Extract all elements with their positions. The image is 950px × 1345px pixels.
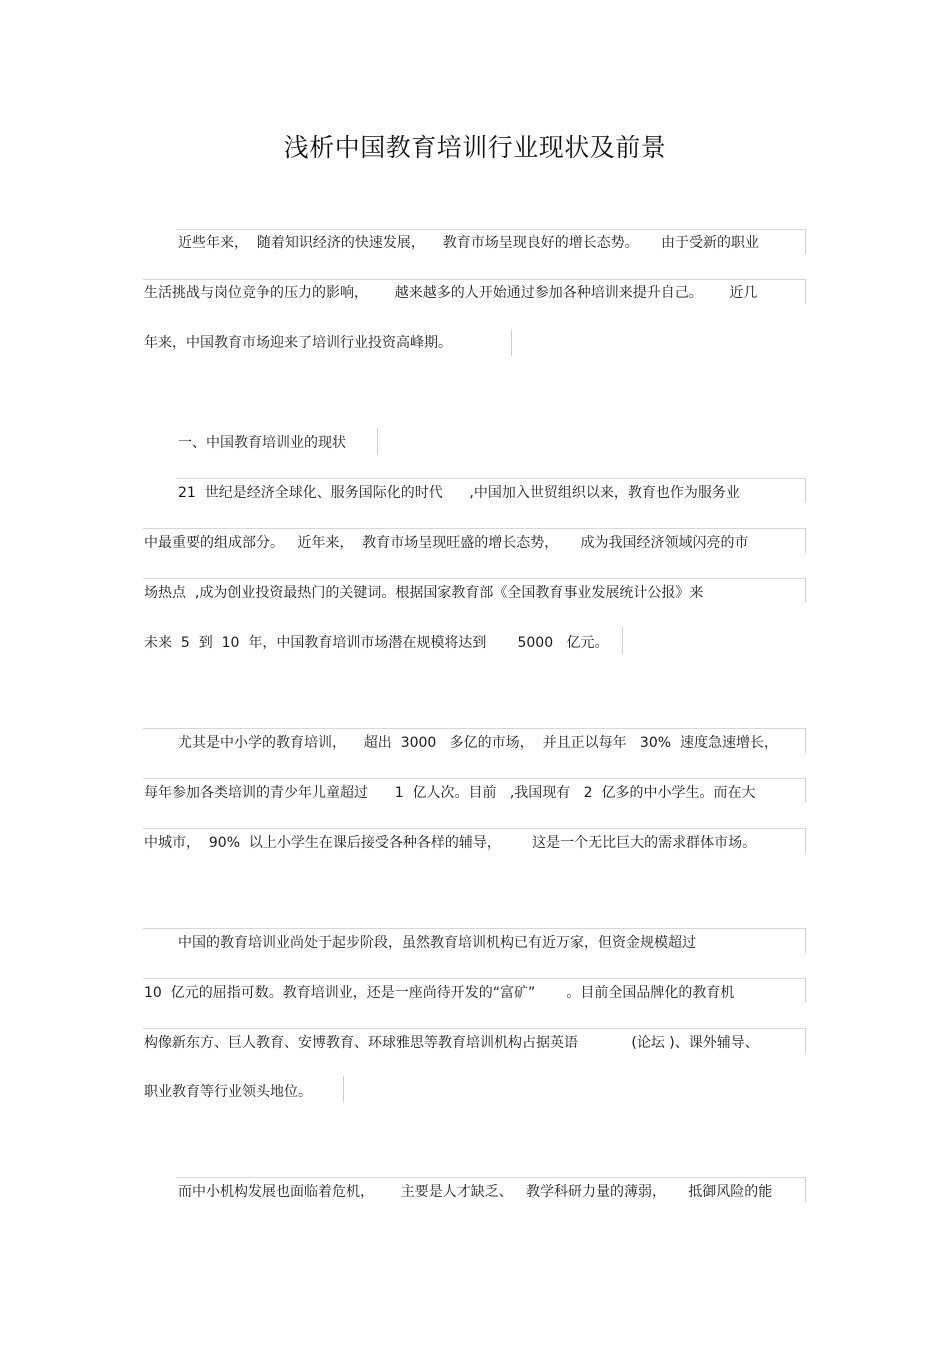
text-rule	[143, 279, 806, 280]
paragraph-line: 中国的教育培训业尚处于起步阶段，虽然教育培训机构已有近万家，但资金规模超过	[178, 935, 696, 951]
paragraph-line: 中最重要的组成部分。 近年来， 教育市场呈现旺盛的增长态势， 成为我国经济领域闪亮的市	[144, 535, 749, 551]
text-rule	[805, 229, 806, 254]
paragraph-line: 10 亿元的屈指可数。教育培训业，还是一座尚待开发的“富矿” 。目前全国品牌化的教育机	[144, 985, 735, 1001]
text-rule	[805, 1177, 806, 1202]
paragraph-line: 中城市， 90% 以上小学生在课后接受各种各样的辅导， 这是一个无比巨大的需求群体市场。	[144, 835, 757, 851]
paragraph-line: 职业教育等行业领头地位。	[144, 1084, 312, 1100]
text-rule	[805, 928, 806, 953]
text-rule	[805, 978, 806, 1003]
text-rule	[622, 627, 623, 654]
text-rule	[176, 229, 806, 230]
text-rule	[805, 728, 806, 753]
text-rule	[805, 778, 806, 803]
text-rule	[805, 578, 806, 603]
text-rule	[143, 928, 806, 929]
text-rule	[176, 478, 806, 479]
text-rule	[805, 1028, 806, 1053]
paragraph-line: 21 世纪是经济全球化、服务国际化的时代 ,中国加入世贸组织以来，教育也作为服务业	[178, 485, 740, 501]
text-rule	[143, 728, 806, 729]
paragraph-line: 年来，中国教育市场迎来了培训行业投资高峰期。	[144, 335, 452, 351]
paragraph-line: 而中小机构发展也面临着危机， 主要是人才缺乏、 教学科研力量的薄弱， 抵御风险的能	[178, 1184, 773, 1200]
paragraph-line: 生活挑战与岗位竞争的压力的影响， 越来越多的人开始通过参加各种培训来提升自己。 近几	[144, 285, 758, 301]
paragraph-line: 尤其是中小学的教育培训， 超出 3000 多亿的市场， 并且正以每年 30% 速度急速增长，	[178, 735, 778, 751]
text-rule	[805, 828, 806, 853]
text-rule	[511, 329, 512, 356]
paragraph-line: 每年参加各类培训的青少年儿童超过 1 亿人次。目前 ,我国现有 2 亿多的中小学生。而在大	[144, 785, 756, 801]
text-rule	[143, 828, 806, 829]
document-title: 浅析中国教育培训行业现状及前景	[283, 133, 667, 162]
text-rule	[176, 1177, 806, 1178]
text-rule	[143, 778, 806, 779]
paragraph-line: 场热点 ,成为创业投资最热门的关键词。根据国家教育部《全国教育事业发展统计公报》来	[144, 585, 704, 601]
text-rule	[143, 528, 806, 529]
text-rule	[805, 478, 806, 503]
text-rule	[343, 1076, 344, 1103]
paragraph-line: 未来 5 到 10 年，中国教育培训市场潜在规模将达到 5000 亿元。	[144, 635, 609, 651]
paragraph-line: 近些年来， 随着知识经济的快速发展， 教育市场呈现良好的增长态势。 由于受新的职业	[178, 235, 759, 251]
text-rule	[805, 279, 806, 304]
paragraph-line: 构像新东方、巨人教育、安博教育、环球雅思等教育培训机构占据英语 (论坛 )、课外辅导、	[144, 1035, 759, 1051]
section-heading: 一、中国教育培训业的现状	[178, 435, 346, 451]
text-rule	[377, 428, 378, 455]
text-rule	[805, 528, 806, 553]
text-rule	[143, 1028, 806, 1029]
text-rule	[143, 578, 806, 579]
text-rule	[143, 978, 806, 979]
